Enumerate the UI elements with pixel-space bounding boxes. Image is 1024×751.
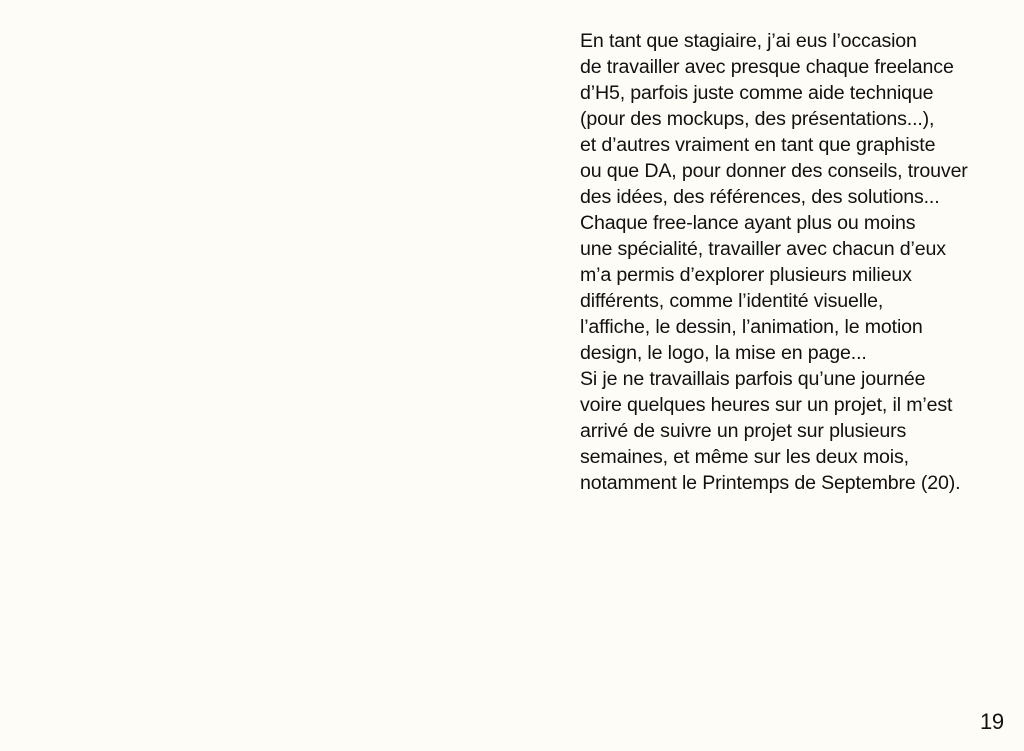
text-line: En tant que stagiaire, j’ai eus l’occasion (580, 30, 917, 52)
text-line: l’affiche, le dessin, l’animation, le motion (580, 316, 923, 338)
text-line: semaines, et même sur les deux mois, (580, 446, 909, 468)
text-line: Chaque free-lance ayant plus ou moins (580, 212, 916, 234)
text-line: design, le logo, la mise en page... (580, 342, 867, 364)
text-line: arrivé de suivre un projet sur plusieurs (580, 420, 907, 442)
text-line: des idées, des références, des solutions... (580, 186, 940, 208)
text-line: et d’autres vraiment en tant que graphiste (580, 134, 936, 156)
text-line: une spécialité, travailler avec chacun d’eux (580, 238, 946, 260)
text-line: (pour des mockups, des présentations...), (580, 108, 935, 130)
page-number: 19 (980, 709, 1004, 734)
text-line: voire quelques heures sur un projet, il m’est (580, 394, 953, 416)
text-line: Si je ne travaillais parfois qu’une journée (580, 368, 926, 390)
text-line: m’a permis d’explorer plusieurs milieux (580, 264, 912, 286)
body-text (580, 28, 1020, 496)
text-line: différents, comme l’identité visuelle, (580, 290, 884, 312)
text-line: d’H5, parfois juste comme aide technique (580, 82, 934, 104)
text-line: ou que DA, pour donner des conseils, trouver (580, 160, 968, 182)
text-line: notamment le Printemps de Septembre (20). (580, 472, 961, 494)
text-line: de travailler avec presque chaque freelance (580, 56, 954, 78)
